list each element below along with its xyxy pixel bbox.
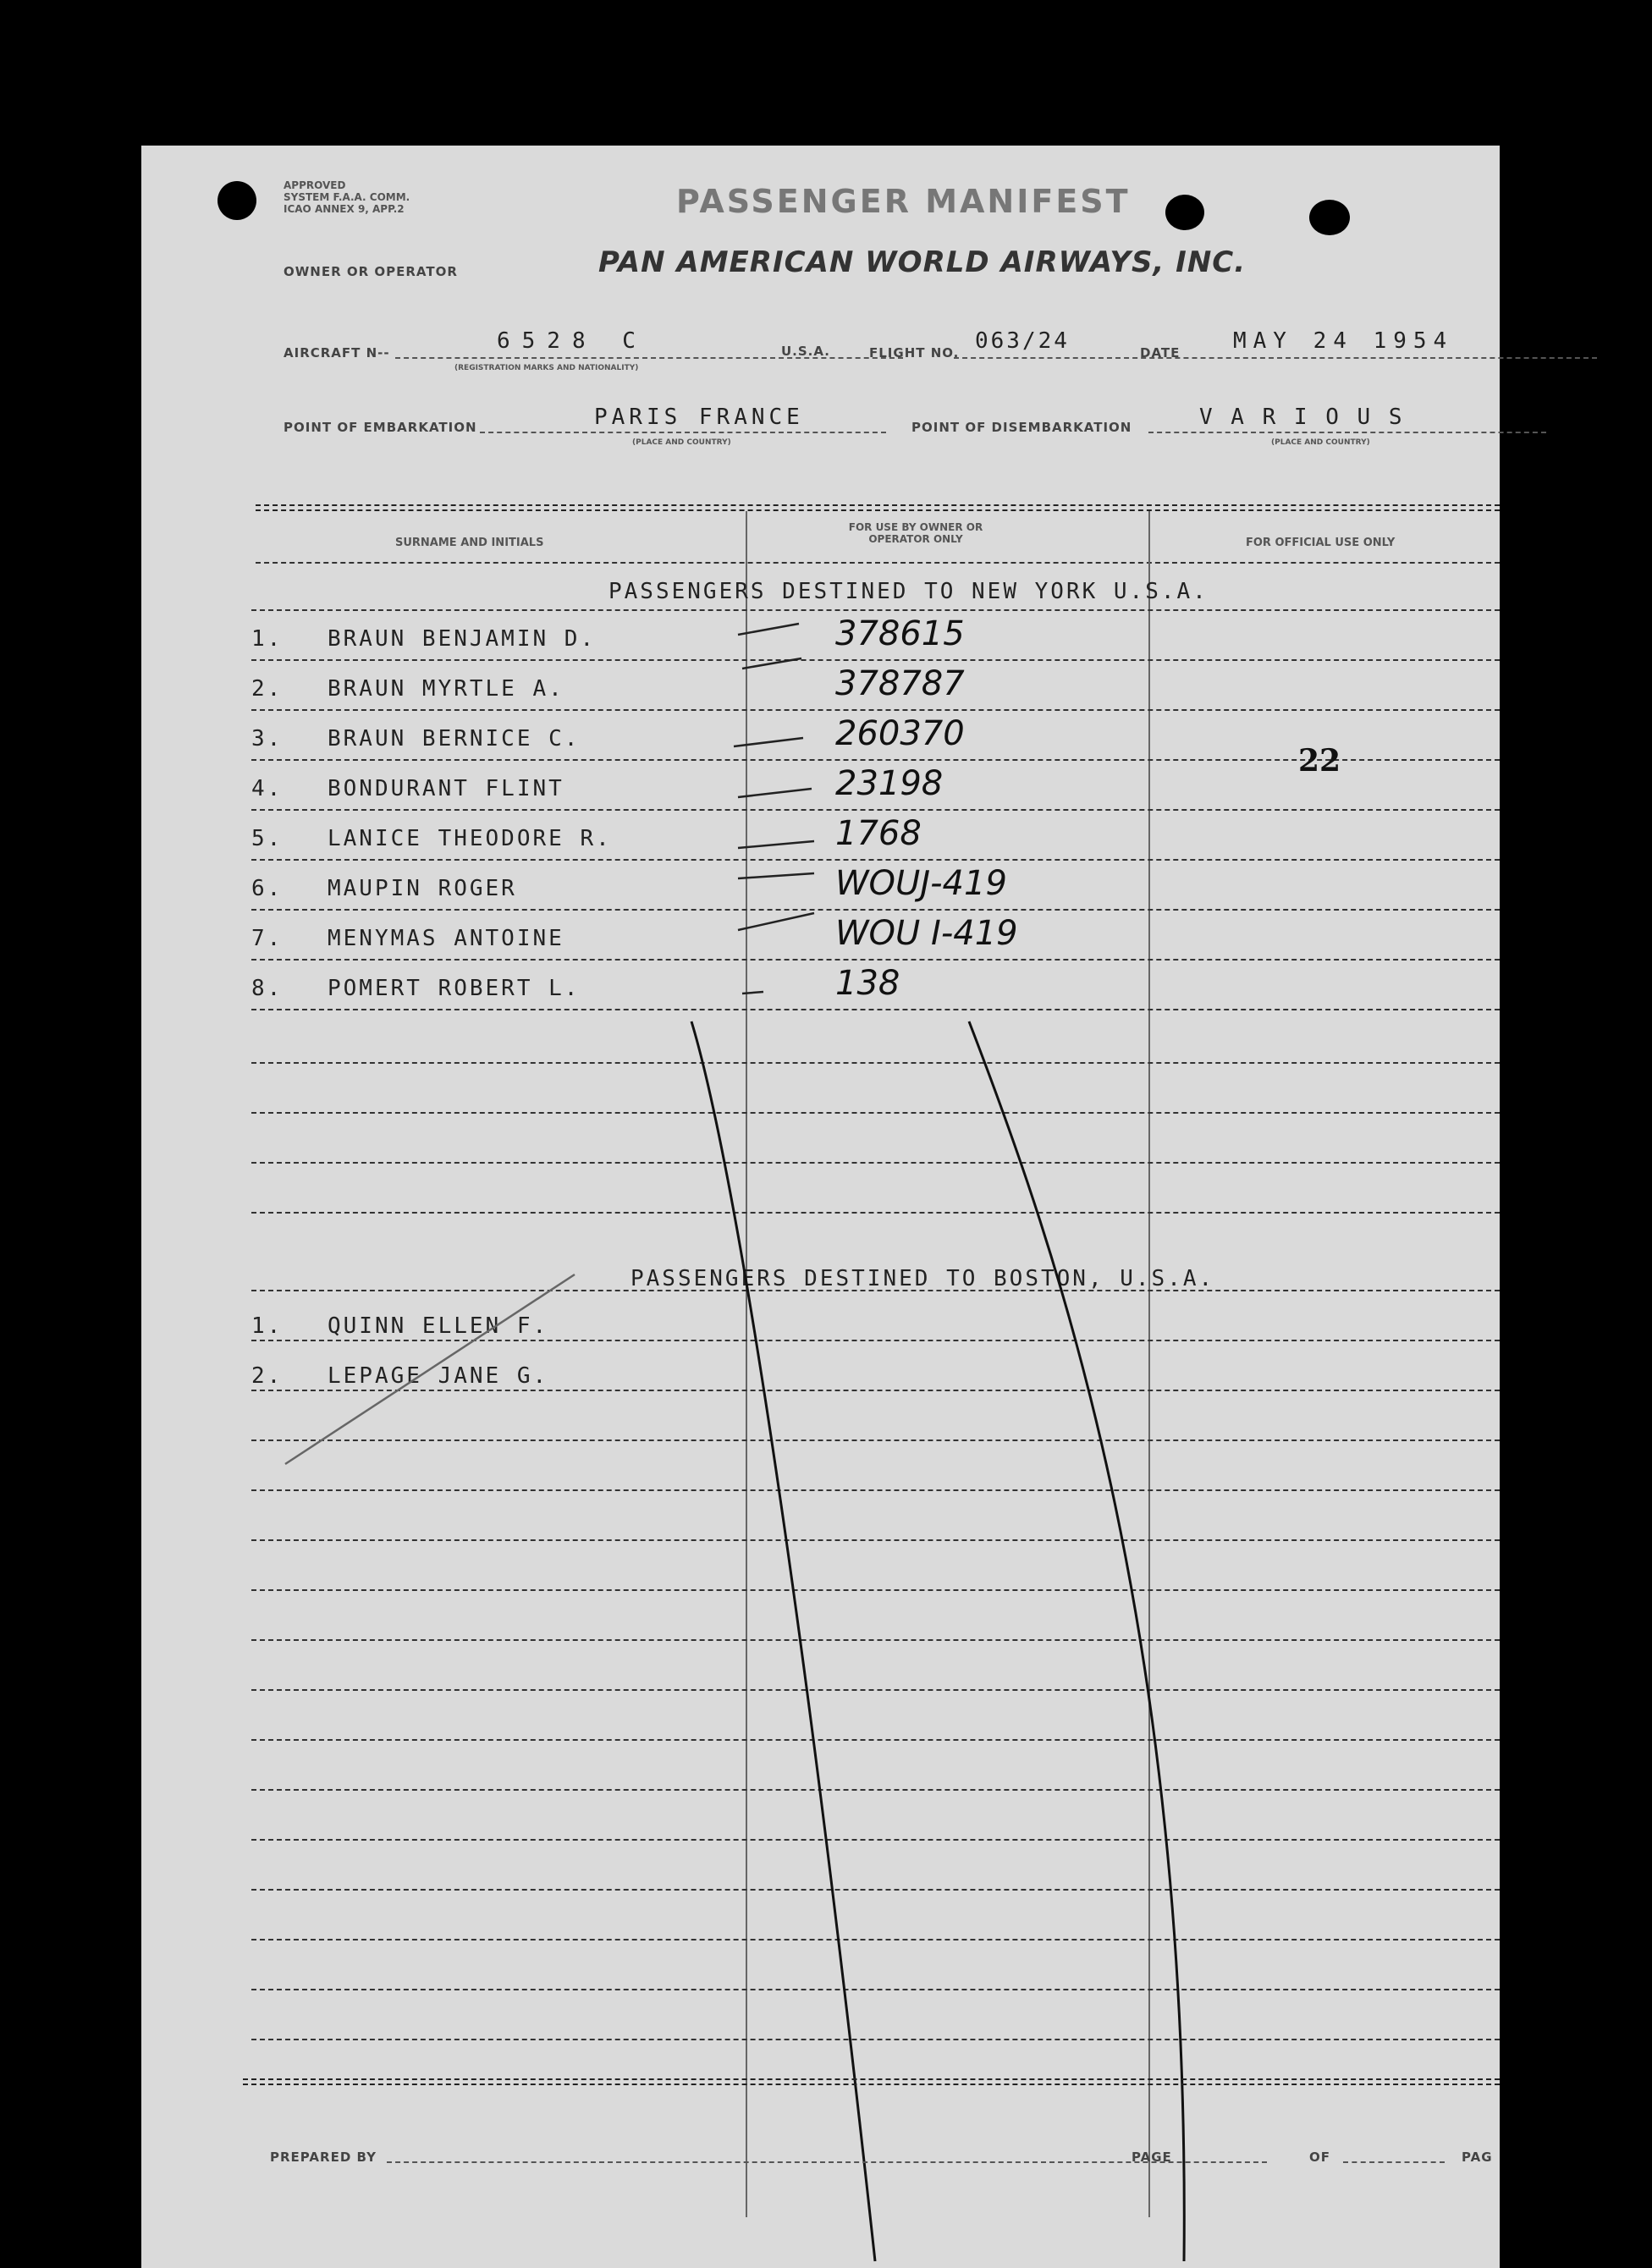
passenger-number: 4. (251, 776, 284, 801)
nationality: U.S.A. (781, 344, 830, 359)
bottom-rule (243, 2078, 1500, 2080)
passenger-number: 2. (251, 1363, 284, 1389)
ruled-line (251, 1789, 1500, 1791)
ruled-line (251, 609, 1500, 611)
page-underline (1343, 2161, 1445, 2163)
ruled-line (251, 1589, 1500, 1591)
ruled-line (251, 1889, 1500, 1891)
passenger-code: 378615 (835, 614, 965, 653)
punch-hole (218, 181, 256, 220)
flight-label: FLIGHT NO. (869, 345, 960, 361)
ruled-line (251, 1939, 1500, 1940)
embark-underline (480, 432, 886, 433)
ruled-line (251, 709, 1500, 711)
passenger-number: 2. (251, 676, 284, 702)
passenger-code: 23198 (835, 764, 944, 803)
form-title: PASSENGER MANIFEST (676, 183, 1131, 220)
date-label: DATE (1140, 345, 1181, 361)
col-name-header: SURNAME AND INITIALS (395, 537, 544, 549)
ruled-line (251, 1539, 1500, 1541)
passenger-number: 5. (251, 826, 284, 851)
ruled-line (251, 2039, 1500, 2040)
disembark-value: V A R I O U S (1199, 405, 1405, 430)
ruled-line (251, 1340, 1500, 1341)
passenger-code: 1768 (835, 814, 922, 853)
ruled-line (251, 1689, 1500, 1691)
ruled-line (251, 959, 1500, 961)
passenger-code: WOU I-419 (835, 914, 1018, 953)
table-top-rule (256, 509, 1500, 511)
passenger-name: QUINN ELLEN F. (328, 1313, 549, 1339)
passenger-number: 6. (251, 876, 284, 901)
ruled-line (251, 1440, 1500, 1441)
passenger-number: 8. (251, 976, 284, 1001)
prepared-label: PREPARED BY (270, 2150, 377, 2165)
passenger-number: 7. (251, 926, 284, 951)
approval-line: SYSTEM F.A.A. COMM. (284, 191, 410, 203)
punch-hole (1165, 195, 1204, 230)
pages-label: PAG (1462, 2150, 1493, 2165)
col-owner-header: FOR USE BY OWNER OR OPERATOR ONLY (848, 521, 983, 545)
aircraft-sub: (REGISTRATION MARKS AND NATIONALITY) (454, 364, 639, 372)
bottom-rule (243, 2084, 1500, 2085)
passenger-number: 3. (251, 726, 284, 751)
approval-line: ICAO ANNEX 9, APP.2 (284, 203, 405, 215)
disembark-label: POINT OF DISEMBARKATION (911, 420, 1132, 435)
ruled-line (251, 659, 1500, 661)
punch-hole (1309, 200, 1350, 235)
disembark-sub: (PLACE AND COUNTRY) (1271, 438, 1370, 447)
owner-label: OWNER OR OPERATOR (284, 264, 458, 279)
ruled-line (251, 1489, 1500, 1491)
header-rule (256, 562, 1500, 564)
ruled-line (251, 909, 1500, 911)
passenger-code: 260370 (835, 714, 965, 753)
ruled-line (251, 809, 1500, 811)
column-separator (746, 511, 747, 2217)
section-heading: PASSENGERS DESTINED TO BOSTON, U.S.A. (631, 1266, 1215, 1291)
embark-value: PARIS FRANCE (594, 405, 804, 430)
ruled-line (251, 1009, 1500, 1010)
passenger-number: 1. (251, 1313, 284, 1339)
aircraft-label: AIRCRAFT N-- (284, 345, 390, 361)
embark-label: POINT OF EMBARKATION (284, 420, 477, 435)
ruled-line (251, 1390, 1500, 1391)
ruled-line (251, 1989, 1500, 1990)
passenger-name: MAUPIN ROGER (328, 876, 517, 901)
aircraft-value: 6528 C (497, 328, 647, 354)
ruled-line (251, 1162, 1500, 1164)
ruled-line (251, 1112, 1500, 1114)
ruled-line (251, 1212, 1500, 1214)
passenger-name: BRAUN BERNICE C. (328, 726, 581, 751)
owner-value: PAN AMERICAN WORLD AIRWAYS, INC. (598, 245, 1247, 279)
date-value: MAY 24 1954 (1233, 328, 1454, 354)
table-top-rule (256, 504, 1500, 506)
flight-underline (954, 357, 1597, 359)
of-label: OF (1309, 2150, 1330, 2165)
passenger-code: 378787 (835, 664, 965, 703)
page-label: PAGE (1132, 2150, 1172, 2165)
manifest-page (141, 146, 1500, 2268)
handwritten-strokes (141, 146, 1500, 2268)
disembark-underline (1148, 432, 1546, 433)
passenger-name: LEPAGE JANE G. (328, 1363, 549, 1389)
official-note: 22 (1298, 743, 1341, 779)
passenger-code: WOUJ-419 (835, 864, 1007, 903)
embark-sub: (PLACE AND COUNTRY) (632, 438, 731, 447)
passenger-name: LANICE THEODORE R. (328, 826, 612, 851)
ruled-line (251, 1739, 1500, 1741)
ruled-line (251, 1639, 1500, 1641)
col-official-header: FOR OFFICIAL USE ONLY (1246, 537, 1396, 549)
passenger-number: 1. (251, 626, 284, 652)
passenger-name: BONDURANT FLINT (328, 776, 564, 801)
section-heading: PASSENGERS DESTINED TO NEW YORK U.S.A. (608, 579, 1209, 604)
passenger-name: BRAUN BENJAMIN D. (328, 626, 597, 652)
ruled-line (251, 1062, 1500, 1064)
passenger-name: BRAUN MYRTLE A. (328, 676, 564, 702)
ruled-line (251, 859, 1500, 861)
passenger-code: 138 (835, 964, 900, 1003)
ruled-line (251, 1839, 1500, 1841)
passenger-name: MENYMAS ANTOINE (328, 926, 564, 951)
approval-line: APPROVED (284, 179, 346, 191)
flight-value: 063/24 (975, 328, 1070, 354)
column-separator (1148, 511, 1150, 2217)
passenger-name: POMERT ROBERT L. (328, 976, 581, 1001)
